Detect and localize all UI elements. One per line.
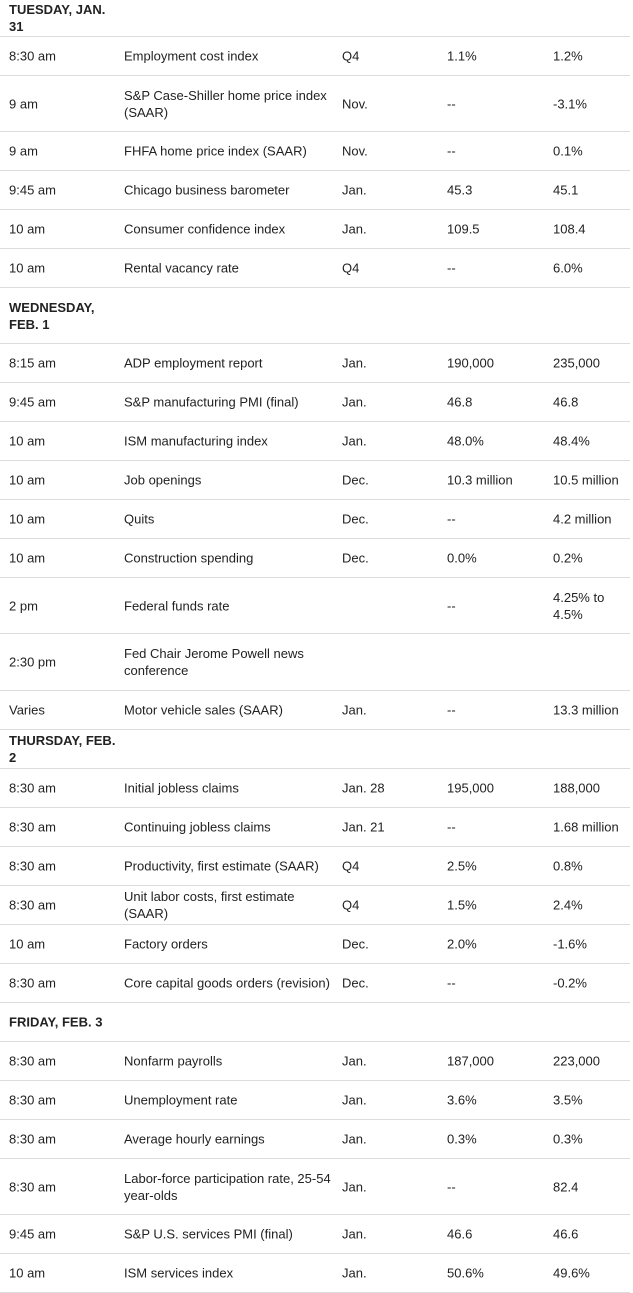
previous-value: 13.3 million — [553, 702, 619, 718]
report-name: Unit labor costs, first estimate (SAAR) — [124, 889, 295, 921]
report-name: Construction spending — [124, 550, 254, 566]
report-period: Jan. — [342, 702, 367, 718]
table-row — [0, 1159, 630, 1215]
release-time: 10 am — [9, 1265, 46, 1281]
release-time: 10 am — [9, 472, 46, 488]
report-period: Dec. — [342, 975, 369, 991]
report-name: Federal funds rate — [124, 598, 230, 613]
report-period: Jan. — [342, 355, 367, 371]
forecast-value: 0.3% — [447, 1131, 477, 1147]
forecast-value: -- — [447, 819, 456, 835]
previous-value: 3.5% — [553, 1092, 583, 1108]
table-row — [0, 37, 630, 76]
forecast-value: -- — [447, 260, 456, 276]
table-row — [0, 171, 630, 210]
report-name: Fed Chair Jerome Powell news conference — [124, 646, 304, 678]
previous-value: 0.1% — [553, 143, 583, 159]
report-period: Jan. — [342, 1179, 367, 1194]
forecast-value: 46.8 — [447, 394, 473, 410]
release-time: 2 pm — [9, 598, 38, 613]
release-time: 8:15 am — [9, 355, 56, 371]
report-name: Rental vacancy rate — [124, 260, 239, 276]
report-period: Jan. — [342, 1131, 367, 1147]
table-row — [0, 344, 630, 383]
table-row — [0, 925, 630, 964]
forecast-value: -- — [447, 143, 456, 159]
previous-value: 108.4 — [553, 221, 586, 237]
report-period: Jan. — [342, 433, 367, 449]
previous-value: 6.0% — [553, 260, 583, 276]
report-period: Nov. — [342, 96, 368, 111]
forecast-value: 2.0% — [447, 936, 477, 952]
report-name: Average hourly earnings — [124, 1131, 265, 1147]
report-name: FHFA home price index (SAAR) — [124, 143, 307, 159]
previous-value: 0.2% — [553, 550, 583, 566]
forecast-value: -- — [447, 511, 456, 527]
release-time: 9 am — [9, 96, 38, 111]
report-name: Productivity, first estimate (SAAR) — [124, 858, 319, 874]
report-name: Motor vehicle sales (SAAR) — [124, 702, 283, 718]
forecast-value: 45.3 — [447, 182, 473, 198]
report-name: Continuing jobless claims — [124, 819, 271, 835]
previous-value: 10.5 million — [553, 472, 619, 488]
release-time: 9:45 am — [9, 182, 56, 198]
previous-value: 4.2 million — [553, 511, 612, 527]
day-header — [0, 730, 630, 769]
table-row — [0, 422, 630, 461]
release-time: 2:30 pm — [9, 654, 56, 670]
day-header — [0, 1003, 630, 1042]
table-row — [0, 249, 630, 288]
day-label: FRIDAY, FEB. 3 — [9, 1014, 103, 1030]
day-header — [0, 0, 630, 37]
report-period: Dec. — [342, 550, 369, 566]
report-name: Factory orders — [124, 936, 208, 952]
previous-value: 0.8% — [553, 858, 583, 874]
release-time: 10 am — [9, 433, 46, 449]
table-row — [0, 461, 630, 500]
forecast-value: 3.6% — [447, 1092, 477, 1108]
release-time: 8:30 am — [9, 1053, 56, 1069]
previous-value: 48.4% — [553, 433, 590, 449]
table-row — [0, 383, 630, 422]
forecast-value: 46.6 — [447, 1226, 473, 1242]
forecast-value: 195,000 — [447, 780, 494, 796]
table-row — [0, 847, 630, 886]
release-time: 9 am — [9, 143, 38, 159]
table-row — [0, 1215, 630, 1254]
table-row — [0, 886, 630, 925]
report-period: Jan. — [342, 1265, 367, 1281]
forecast-value: -- — [447, 702, 456, 718]
report-period: Nov. — [342, 143, 368, 159]
release-time: 8:30 am — [9, 819, 56, 835]
release-time: 8:30 am — [9, 1179, 56, 1194]
table-row — [0, 808, 630, 847]
report-period: Jan. 28 — [342, 780, 385, 796]
forecast-value: 0.0% — [447, 550, 477, 566]
forecast-value: 1.1% — [447, 48, 477, 64]
report-name: ISM services index — [124, 1265, 234, 1281]
forecast-value: -- — [447, 96, 456, 111]
report-name: ISM manufacturing index — [124, 433, 268, 449]
table-row — [0, 578, 630, 634]
previous-value: 0.3% — [553, 1131, 583, 1147]
forecast-value: -- — [447, 1179, 456, 1194]
report-name: Core capital goods orders (revision) — [124, 975, 330, 991]
previous-value: -1.6% — [553, 936, 587, 952]
day-label: WEDNESDAY, FEB. 1 — [9, 299, 95, 332]
previous-value: 46.6 — [553, 1226, 579, 1242]
previous-value: 1.2% — [553, 48, 583, 64]
report-name: S&P Case-Shiller home price index (SAAR) — [124, 87, 327, 120]
report-period: Q4 — [342, 858, 360, 874]
forecast-value: 190,000 — [447, 355, 494, 371]
release-time: 8:30 am — [9, 975, 56, 991]
report-period: Jan. — [342, 1092, 367, 1108]
report-period: Q4 — [342, 48, 360, 64]
forecast-value: -- — [447, 598, 456, 613]
report-name: S&P U.S. services PMI (final) — [124, 1226, 293, 1242]
forecast-value: 109.5 — [447, 221, 480, 237]
release-time: Varies — [9, 702, 45, 718]
table-row — [0, 1254, 630, 1293]
report-period: Dec. — [342, 936, 369, 952]
report-period: Jan. — [342, 1226, 367, 1242]
report-period: Jan. — [342, 221, 367, 237]
previous-value: 223,000 — [553, 1053, 600, 1069]
previous-value: 1.68 million — [553, 819, 619, 835]
release-time: 8:30 am — [9, 1131, 56, 1147]
release-time: 9:45 am — [9, 394, 56, 410]
previous-value: 188,000 — [553, 780, 600, 796]
release-time: 10 am — [9, 260, 46, 276]
report-name: Unemployment rate — [124, 1092, 238, 1108]
report-period: Dec. — [342, 511, 369, 527]
release-time: 8:30 am — [9, 897, 56, 913]
report-name: Labor-force participation rate, 25-54 year-olds — [124, 1170, 331, 1203]
table-row — [0, 132, 630, 171]
table-row — [0, 691, 630, 730]
release-time: 8:30 am — [9, 858, 56, 874]
forecast-value: 50.6% — [447, 1265, 484, 1281]
table-row — [0, 634, 630, 691]
table-row — [0, 964, 630, 1003]
day-label: TUESDAY, JAN. 31 — [9, 2, 106, 34]
table-row — [0, 500, 630, 539]
report-period: Jan. — [342, 182, 367, 198]
forecast-value: 10.3 million — [447, 472, 513, 488]
report-period: Jan. — [342, 394, 367, 410]
table-row — [0, 76, 630, 132]
previous-value: 46.8 — [553, 394, 579, 410]
report-name: S&P manufacturing PMI (final) — [124, 394, 299, 410]
release-time: 10 am — [9, 221, 46, 237]
report-period: Dec. — [342, 472, 369, 488]
forecast-value: 187,000 — [447, 1053, 494, 1069]
report-period: Q4 — [342, 897, 360, 913]
previous-value: 4.25% to 4.5% — [553, 589, 605, 622]
table-row — [0, 210, 630, 249]
report-period: Jan. 21 — [342, 819, 385, 835]
previous-value: 49.6% — [553, 1265, 590, 1281]
day-header — [0, 288, 630, 344]
previous-value: 45.1 — [553, 182, 579, 198]
report-name: Initial jobless claims — [124, 780, 239, 796]
forecast-value: 1.5% — [447, 897, 477, 913]
report-period: Jan. — [342, 1053, 367, 1069]
table-row — [0, 539, 630, 578]
report-name: Nonfarm payrolls — [124, 1053, 223, 1069]
report-name: ADP employment report — [124, 355, 263, 371]
report-period: Q4 — [342, 260, 360, 276]
report-name: Consumer confidence index — [124, 221, 286, 237]
release-time: 9:45 am — [9, 1226, 56, 1242]
release-time: 8:30 am — [9, 780, 56, 796]
previous-value: 82.4 — [553, 1179, 579, 1194]
table-row — [0, 769, 630, 808]
previous-value: 235,000 — [553, 355, 600, 371]
forecast-value: -- — [447, 975, 456, 991]
report-name: Job openings — [124, 472, 202, 488]
release-time: 10 am — [9, 936, 46, 952]
release-time: 10 am — [9, 511, 46, 527]
release-time: 8:30 am — [9, 1092, 56, 1108]
release-time: 10 am — [9, 550, 46, 566]
table-row — [0, 1081, 630, 1120]
forecast-value: 2.5% — [447, 858, 477, 874]
table-row — [0, 1042, 630, 1081]
report-name: Employment cost index — [124, 48, 259, 64]
table-row — [0, 1120, 630, 1159]
forecast-value: 48.0% — [447, 433, 484, 449]
report-name: Quits — [124, 511, 155, 527]
previous-value: -0.2% — [553, 975, 587, 991]
release-time: 8:30 am — [9, 48, 56, 64]
report-name: Chicago business barometer — [124, 182, 290, 198]
previous-value: 2.4% — [553, 897, 583, 913]
day-label: THURSDAY, FEB. 2 — [9, 733, 116, 765]
previous-value: -3.1% — [553, 96, 587, 111]
